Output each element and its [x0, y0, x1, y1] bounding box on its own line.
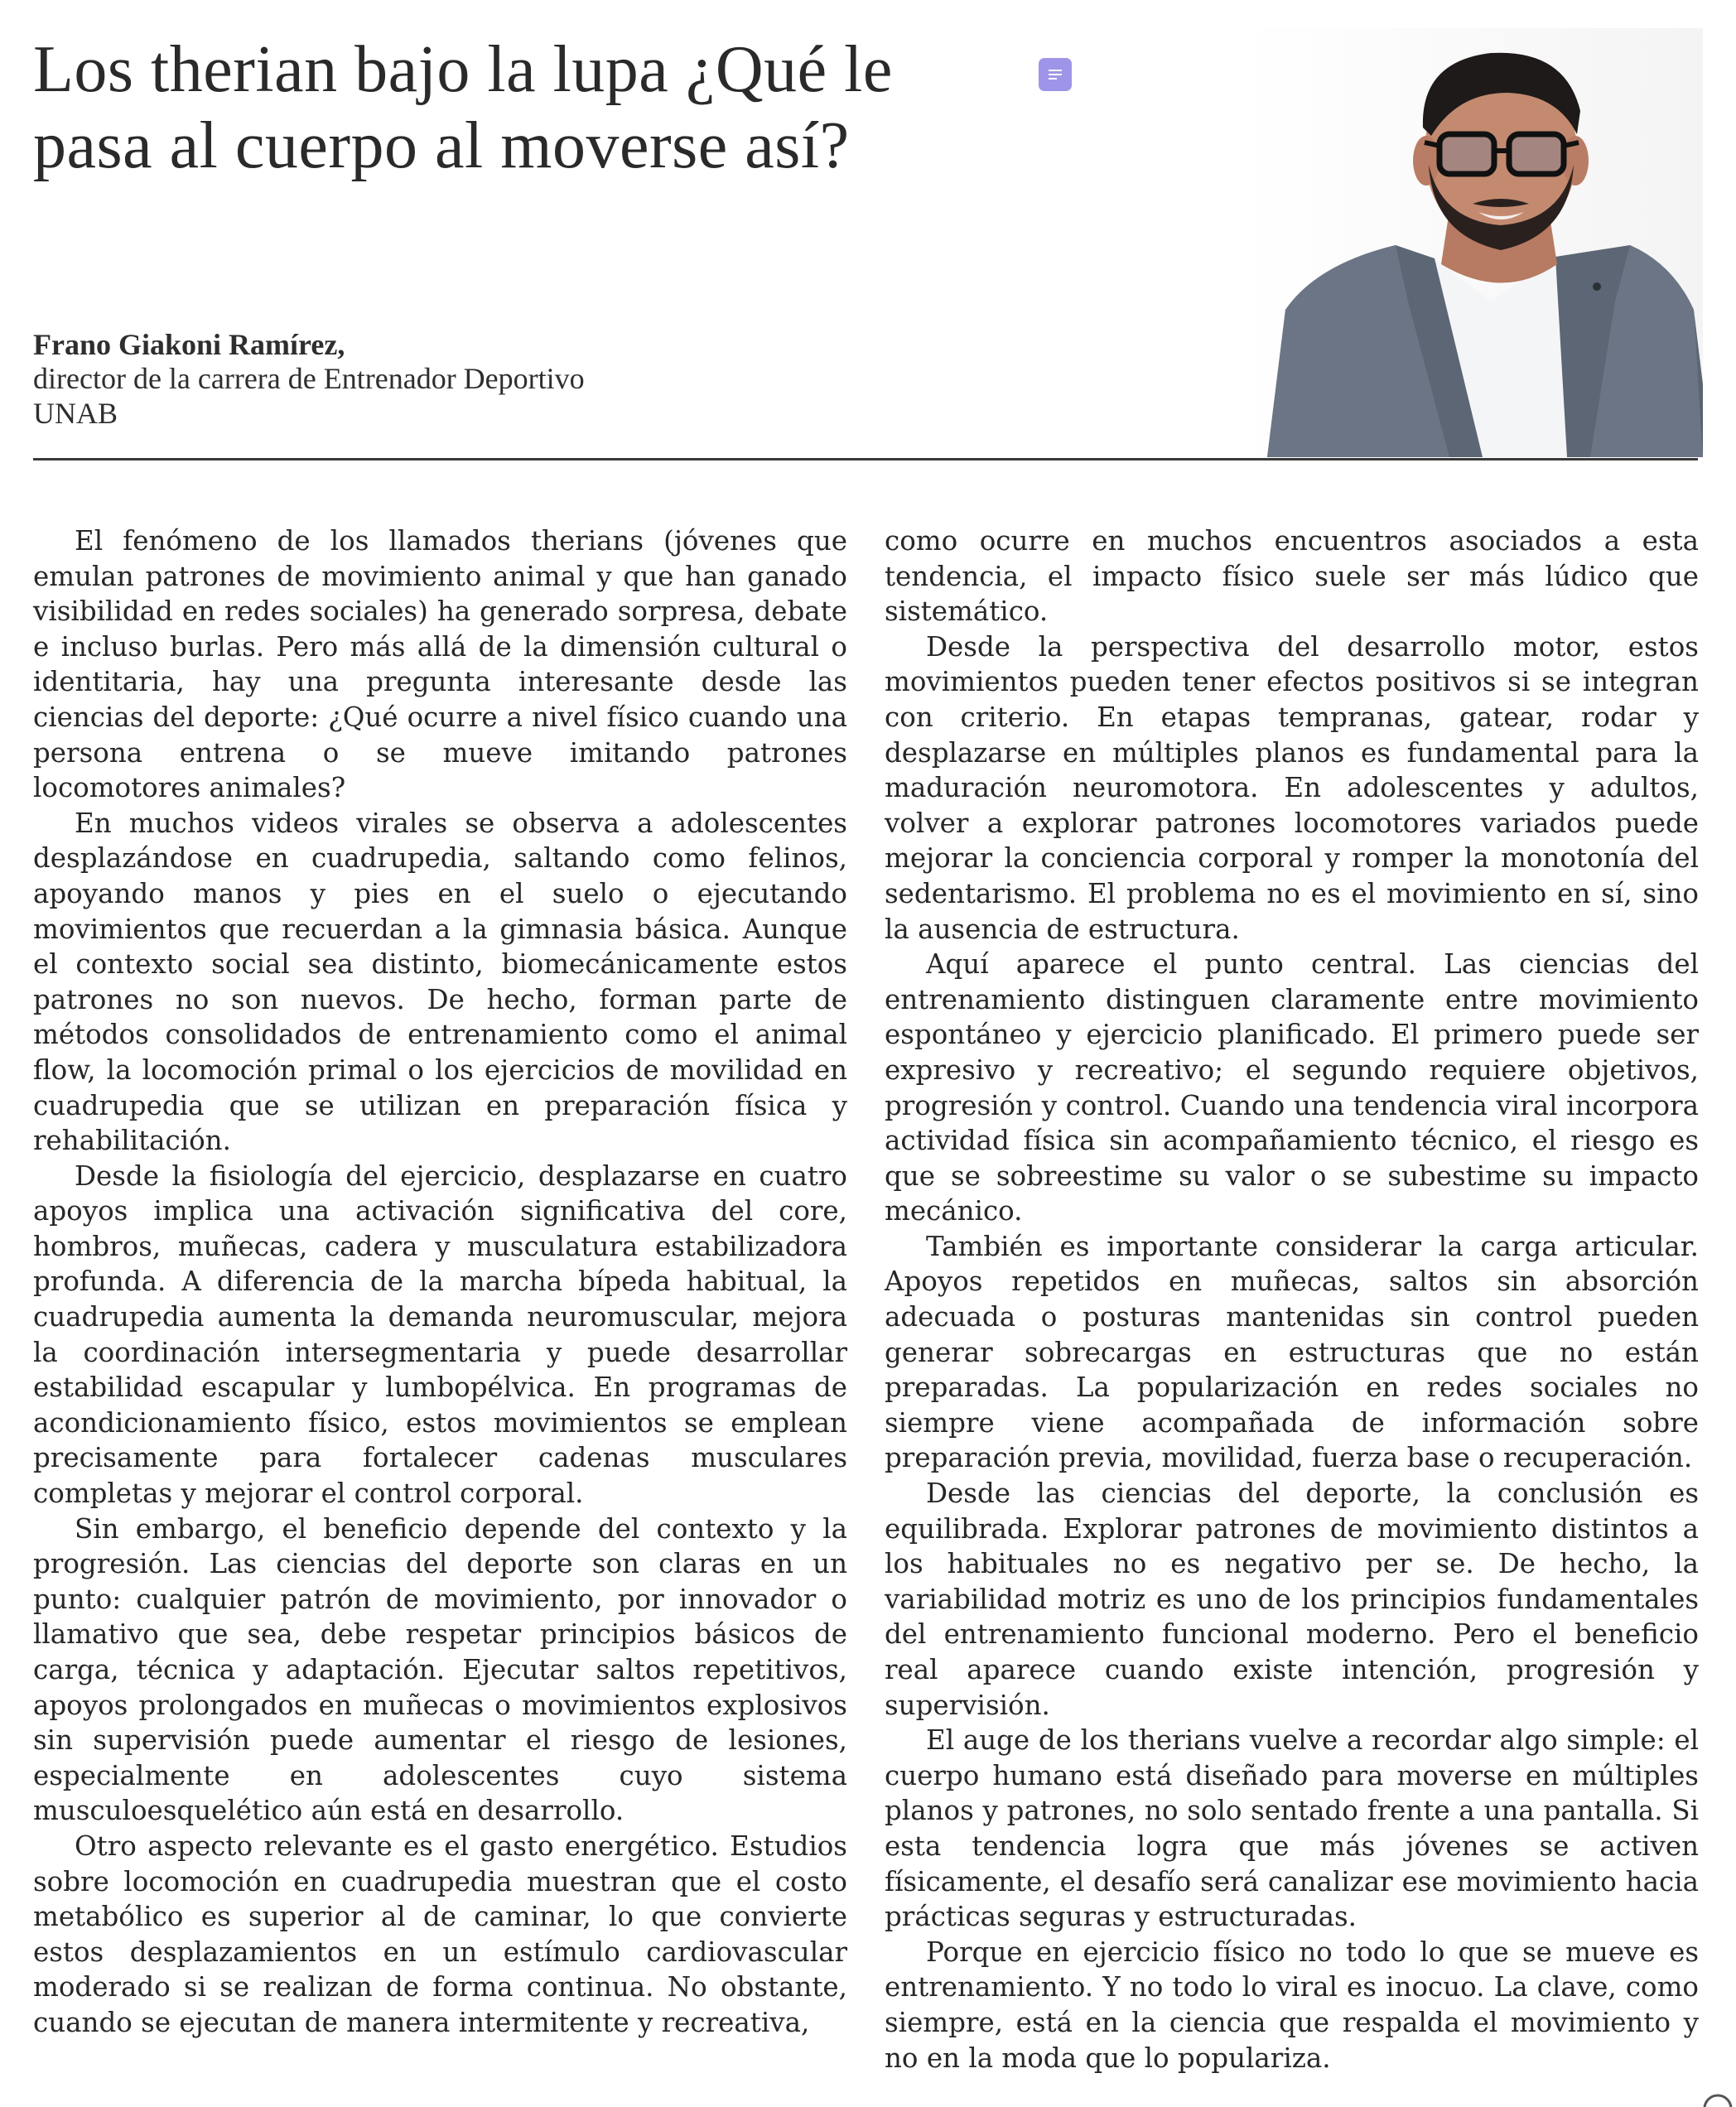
headline — [33, 31, 1068, 184]
paragraph-closing: Porque en ejercicio físico no todo lo que se mueve es entrenamiento. Y no todo lo viral es inocuo. La clave, como siempre, está en la ciencia que respalda el movimiento y no en la moda que lo populariza. — [885, 1936, 1699, 2074]
headline-line-2: pasa al cuerpo al moverse así? — [33, 109, 850, 182]
paragraph-conclusion: Desde las ciencias del deporte, la conclusión es equilibrada. Explorar patrones de movimiento distintos a los habituales no es negativo per se. De hecho, la variabilidad motriz es uno de los principios fundamentales del entrenamiento funcional moderno. Pero el beneficio real aparece cuando existe intención, progresión y supervisión. — [885, 1478, 1699, 1721]
byline — [33, 328, 861, 431]
paragraph-energy-cost: Otro aspecto relevante es el gasto energético. Estudios sobre locomoción en cuadrupedia muestran que el costo metabólico es superior al de caminar, lo que convierte estos desplazamientos en un estímulo cardiovascular moderado si se realizan de forma continua. No obstante, cuando se ejecutan de manera intermitente y recreativa, — [33, 1830, 847, 2038]
author-name: Frano Giakoni Ramírez, — [33, 328, 345, 361]
article-column-right — [885, 523, 1699, 2076]
author-portrait-photo — [1242, 28, 1703, 457]
paragraph-context: Sin embargo, el beneficio depende del contexto y la progresión. Las ciencias del deporte son claras en un punto: cualquier patrón de movimiento, por innovador o llamativo que sea, debe respetar principios básicos de carga, técnica y adaptación. Ejecutar saltos repetitivos, apoyos prolongados en muñecas o movimientos explosivos sin supervisión puede aumentar el riesgo de lesiones, especialmente en adolescentes cuyo sistema musculoesquelético aún está en desarrollo. — [33, 1512, 847, 1827]
headline-line-1: Los therian bajo la lupa ¿Qué le — [33, 33, 893, 106]
paragraph-intro: El fenómeno de los llamados therians (jóvenes que emulan patrones de movimiento animal y que han ganado visibilidad en redes sociales) ha generado sorpresa, debate e incluso burlas. Pero más allá de la dimensión cultural o identitaria, hay una pregunta interesante desde las ciencias del deporte: ¿Qué ocurre a nivel físico cuando una persona entrena o se mueve imitando patrones locomotores animales? — [33, 525, 847, 804]
paragraph-central-point: Aquí aparece el punto central. Las ciencias del entrenamiento distinguen claramente entre movimiento espontáneo y ejercicio planificado. El primero puede ser expresivo y recreativo; el segundo requiere objetivos, progresión y control. Cuando una tendencia viral incorpora actividad física sin acompañamiento técnico, el riesgo es que se sobreestime su valor o se subestime su impacto mecánico. — [885, 948, 1699, 1227]
article-column-left — [33, 523, 847, 2041]
paragraph-therian-rise: El auge de los therians vuelve a recordar algo simple: el cuerpo humano está diseñado para moverse en múltiples planos y patrones, no solo sentado frente a una pantalla. Si esta tendencia logra que más jóvenes se activen físicamente, el desafío será canalizar ese movimiento hacia prácticas seguras y estructuradas. — [885, 1724, 1699, 1933]
paragraph-continuation: como ocurre en muchos encuentros asociados a esta tendencia, el impacto físico suele ser más lúdico que sistemático. — [885, 525, 1699, 628]
paragraph-motor-development: Desde la perspectiva del desarrollo motor, estos movimientos pueden tener efectos positivos si se integran con criterio. En etapas tempranas, gatear, rodar y desplazarse en múltiples planos es fundamental para la maduración neuromotora. En adolescentes y adultos, volver a explorar patrones locomotores variados puede mejorar la conciencia corporal y romper la monotonía del sedentarismo. El problema no es el movimiento en sí, sino la ausencia de estructura. — [885, 630, 1699, 945]
note-lines-icon — [1049, 69, 1062, 80]
corner-circle-icon — [1700, 2089, 1733, 2107]
paragraph-joint-load: También es importante considerar la carga articular. Apoyos repetidos en muñecas, saltos sin absorción adecuada o posturas mantenidas sin control pueden generar sobrecargas en estructuras que no están preparadas. La popularización en redes sociales no siempre viene acompañada de información sobre preparación previa, movilidad, fuerza base o recuperación. — [885, 1230, 1699, 1474]
paragraph-physiology: Desde la fisiología del ejercicio, desplazarse en cuatro apoyos implica una activación significativa del core, hombros, muñecas, cadera y musculatura estabilizadora profunda. A diferencia de la marcha bípeda habitual, la cuadrupedia aumenta la demanda neuromuscular, mejora la coordinación intersegmentaria y puede desarrollar estabilidad escapular y lumbopélvica. En programas de acondicionamiento físico, estos movimientos se emplean precisamente para fortalecer cadenas musculares completas y mejorar el control corporal. — [33, 1160, 847, 1510]
author-role: director de la carrera de Entrenador Deportivo — [33, 362, 585, 395]
note-icon[interactable] — [1039, 58, 1072, 91]
paragraph-viral-videos: En muchos videos virales se observa a adolescentes desplazándose en cuadrupedia, saltando como felinos, apoyando manos y pies en el suelo o ejecutando movimientos que recuerdan a la gimnasia básica. Aunque el contexto social sea distinto, biomecánicamente estos patrones no son nuevos. De hecho, forman parte de métodos consolidados de entrenamiento como el animal flow, la locomoción primal o los ejercicios de movilidad en cuadrupedia que se utilizan en preparación física y rehabilitación. — [33, 807, 847, 1157]
portrait-pin — [1593, 282, 1601, 291]
header-divider — [33, 458, 1698, 460]
author-organization: UNAB — [33, 397, 118, 430]
